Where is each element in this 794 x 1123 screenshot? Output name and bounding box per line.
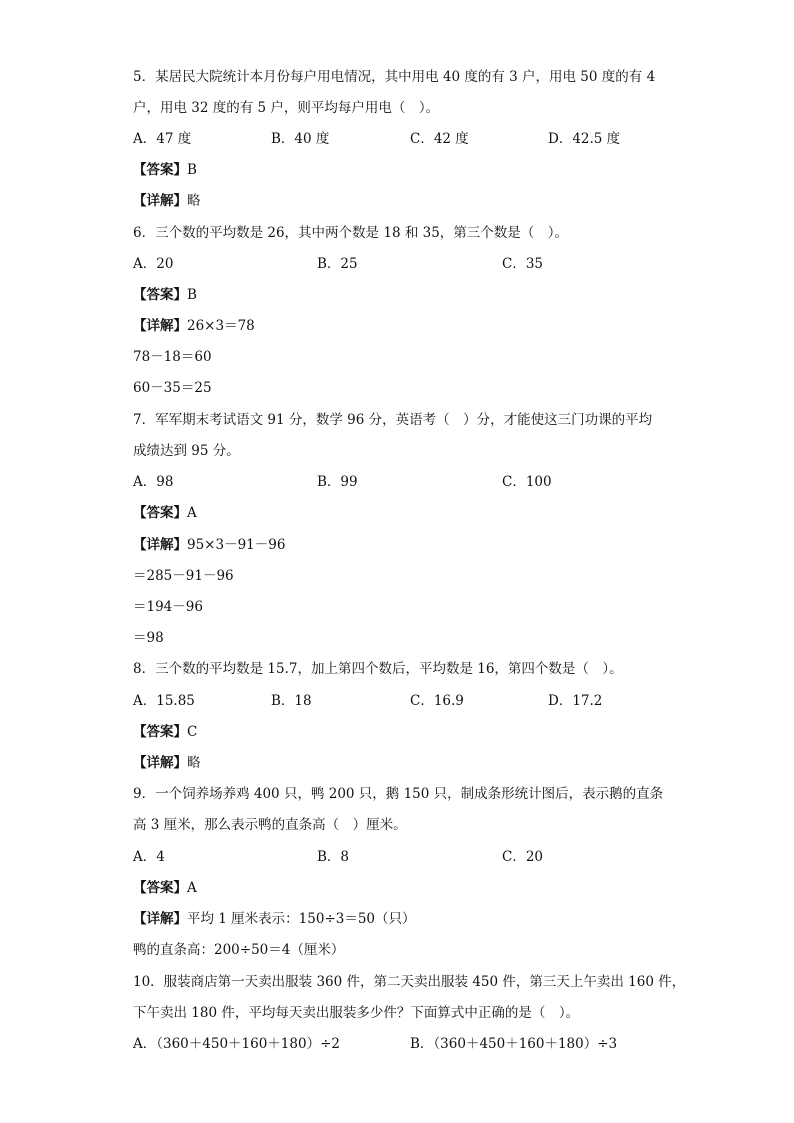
- question-6-stem-line-1: 6．三个数的平均数是 26，其中两个数是 18 和 35，第三个数是（ ）。: [133, 225, 569, 241]
- detail-value: 平均 1 厘米表示：150÷3＝50（只）: [187, 911, 416, 927]
- question-9-answer: [133, 879, 197, 897]
- question-5-stem-line-1: 5．某居民大院统计本月份每户用电情况，其中用电 40 度的有 3 户，用电 50 度的有 4: [133, 69, 656, 85]
- question-10-stem-line-1: 10．服装商店第一天卖出服装 360 件，第二天卖出服装 450 件，第三天上午卖出 160 件，: [133, 974, 686, 990]
- detail-label: 【详解】: [133, 537, 187, 553]
- question-8-detail: [133, 754, 201, 772]
- question-5-option-d: D．42.5 度: [548, 131, 621, 147]
- question-7-stem-line-2: 成绩达到 95 分。: [133, 443, 240, 459]
- question-9-option-b: B．8: [317, 849, 350, 865]
- question-7-stem-line-1: 7．军军期末考试语文 91 分，数学 96 分，英语考（ ）分，才能使这三门功课的平均: [133, 412, 653, 428]
- question-5-option-b: B．40 度: [271, 131, 330, 147]
- question-10-stem-line-2: 下午卖出 180 件，平均每天卖出服装多少件？下面算式中正确的是（ ）。: [133, 1005, 580, 1021]
- question-7-detail-line-3: ＝194－96: [133, 599, 203, 615]
- question-5-option-c: C．42 度: [410, 131, 469, 147]
- question-8-option-d: D．17.2: [548, 693, 603, 709]
- question-8-option-c: C．16.9: [410, 693, 464, 709]
- question-9-option-a: A．4: [133, 849, 165, 865]
- question-7-option-b: B．99: [317, 474, 358, 490]
- question-8-stem-line-1: 8．三个数的平均数是 15.7，加上第四个数后，平均数是 16，第四个数是（ ）。: [133, 661, 623, 677]
- question-5-stem-line-2: 户，用电 32 度的有 5 户，则平均每户用电（ ）。: [133, 100, 440, 116]
- question-10-option-a: A．（360＋450＋160＋180）÷2: [133, 1036, 340, 1052]
- detail-label: 【详解】: [133, 318, 187, 334]
- question-7-answer: [133, 504, 197, 522]
- detail-value: 26×3＝78: [187, 318, 255, 334]
- detail-label: 【详解】: [133, 755, 187, 771]
- question-10-option-b: B．（360＋450＋160＋180）÷3: [410, 1036, 618, 1052]
- detail-label: 【详解】: [133, 911, 187, 927]
- question-6-answer: [133, 286, 197, 304]
- question-6-option-a: A．20: [133, 256, 174, 272]
- answer-value: A: [187, 880, 197, 896]
- question-7-detail: [133, 536, 285, 554]
- question-8-option-b: B．18: [271, 693, 312, 709]
- question-7-option-c: C．100: [502, 474, 552, 490]
- answer-value: C: [187, 724, 198, 740]
- question-8-option-a: A．15.85: [133, 693, 195, 709]
- question-9-detail-line-2: 鸭的直条高：200÷50＝4（厘米）: [133, 942, 345, 958]
- question-6-option-c: C．35: [502, 256, 544, 272]
- question-9-stem-line-2: 高 3 厘米，那么表示鸭的直条高（ ）厘米。: [133, 817, 407, 833]
- answer-value: B: [187, 162, 197, 178]
- detail-value: 略: [187, 755, 201, 771]
- detail-value: 95×3－91－96: [187, 537, 286, 553]
- question-9-detail: [133, 910, 416, 928]
- detail-value: 略: [187, 193, 201, 209]
- answer-label: 【答案】: [133, 880, 187, 896]
- question-8-answer: [133, 723, 197, 741]
- question-6-detail-line-2: 78－18＝60: [133, 349, 212, 365]
- question-5-answer: [133, 161, 197, 179]
- question-9-stem-line-1: 9．一个饲养场养鸡 400 只，鸭 200 只，鹅 150 只，制成条形统计图后，表示鹅的直条: [133, 786, 664, 802]
- answer-label: 【答案】: [133, 287, 187, 303]
- question-6-option-b: B．25: [317, 256, 358, 272]
- question-7-detail-line-4: ＝98: [133, 630, 164, 646]
- question-6-detail-line-3: 60－35＝25: [133, 380, 212, 396]
- question-6-detail: [133, 317, 255, 335]
- answer-label: 【答案】: [133, 724, 187, 740]
- detail-label: 【详解】: [133, 193, 187, 209]
- question-9-option-c: C．20: [502, 849, 544, 865]
- answer-label: 【答案】: [133, 505, 187, 521]
- answer-value: B: [187, 287, 197, 303]
- question-7-detail-line-2: ＝285－91－96: [133, 568, 234, 584]
- question-7-option-a: A．98: [133, 474, 174, 490]
- answer-value: A: [187, 505, 197, 521]
- answer-label: 【答案】: [133, 162, 187, 178]
- question-5-option-a: A．47 度: [133, 131, 192, 147]
- question-5-detail: [133, 192, 201, 210]
